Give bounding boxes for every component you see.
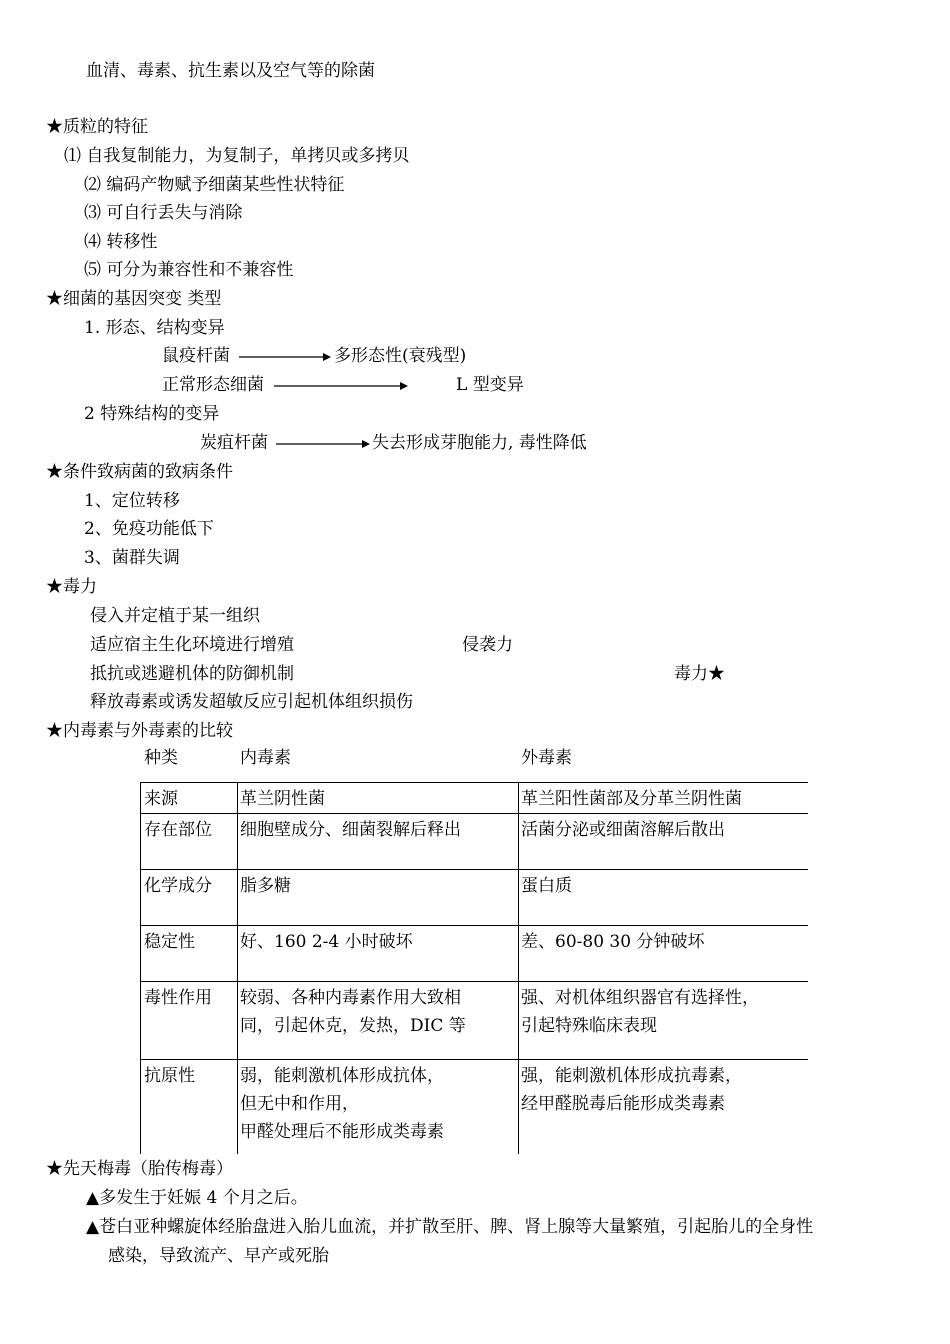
endotoxin-cell-line-1: 弱，能刺激机体形成抗体，	[240, 1066, 444, 1086]
endotoxin-cell: 革兰阴性菌	[240, 789, 325, 809]
mutation-subheading-2: 2 特殊结构的变异	[84, 404, 220, 424]
exotoxin-cell-line-1: 强、对机体组织器官有选择性，	[521, 988, 759, 1008]
table-rule	[140, 782, 808, 783]
exotoxin-cell-line-1: 强，能刺激机体形成抗毒素，	[521, 1066, 742, 1086]
table-border-left	[140, 782, 141, 1154]
header-type: 种类	[144, 748, 178, 768]
exotoxin-cell-line-2: 经甲醛脱毒后能形成类毒素	[521, 1094, 725, 1114]
syphilis-point-1: ▲多发生于妊娠 4 个月之后。	[86, 1188, 308, 1208]
row-label: 化学成分	[144, 876, 212, 896]
row-label: 稳定性	[144, 932, 195, 952]
plasmid-heading: ★质粒的特征	[46, 117, 148, 137]
table-column-divider	[518, 782, 519, 1154]
conditional-heading: ★条件致病菌的致病条件	[46, 462, 233, 482]
endotoxin-cell-line-2: 但无中和作用，	[240, 1094, 359, 1114]
virulence-item-4: 释放毒素或诱发超敏反应引起机体组织损伤	[90, 692, 413, 712]
conditional-item-3: 3、菌群失调	[84, 548, 180, 568]
exotoxin-cell: 活菌分泌或细菌溶解后散出	[521, 820, 725, 840]
virulence-item-1: 侵入并定植于某一组织	[90, 606, 260, 626]
virulence-heading: ★毒力	[46, 577, 97, 597]
exotoxin-cell: 差、60-80 30 分钟破坏	[521, 932, 705, 952]
endotoxin-cell: 好、160 2-4 小时破坏	[240, 932, 413, 952]
exotoxin-cell-line-2: 引起特殊临床表现	[521, 1016, 657, 1036]
table-rule	[140, 981, 808, 982]
intro-line: 血清、毒素、抗生素以及空气等的除菌	[86, 61, 375, 81]
plasmid-item-2: ⑵ 编码产物赋予细菌某些性状特征	[84, 175, 345, 195]
row-label: 来源	[144, 789, 178, 809]
plasmid-item-5: ⑸ 可分为兼容性和不兼容性	[84, 260, 294, 280]
virulence-item-3: 抵抗或逃避机体的防御机制	[90, 664, 294, 684]
toxin-heading: ★内毒素与外毒素的比较	[46, 721, 233, 741]
row-label: 抗原性	[144, 1066, 195, 1086]
virulence-label: 毒力★	[674, 664, 725, 684]
row-label: 存在部位	[144, 820, 212, 840]
conditional-item-1: 1、定位转移	[84, 491, 180, 511]
mutation-example-2-right: L 型变异	[456, 375, 524, 395]
endotoxin-cell-line-1: 较弱、各种内毒素作用大致相	[240, 988, 461, 1008]
plasmid-item-4: ⑷ 转移性	[84, 232, 158, 252]
arrow-right-icon	[237, 348, 333, 364]
table-column-divider	[237, 782, 238, 1154]
endotoxin-cell-line-3: 甲醛处理后不能形成类毒素	[240, 1122, 444, 1142]
table-rule	[140, 869, 808, 870]
table-rule	[140, 925, 808, 926]
table-rule	[140, 1059, 808, 1060]
syphilis-point-2-line-2: 感染，导致流产、早产或死胎	[108, 1246, 329, 1266]
header-endotoxin: 内毒素	[240, 748, 291, 768]
endotoxin-cell: 细胞壁成分、细菌裂解后释出	[240, 820, 461, 840]
invasion-label: 侵袭力	[462, 635, 513, 655]
endotoxin-cell-line-2: 同，引起休克，发热，DIC 等	[240, 1016, 466, 1036]
plasmid-item-1: ⑴ 自我复制能力，为复制子，单拷贝或多拷贝	[64, 146, 410, 166]
conditional-item-2: 2、免疫功能低下	[84, 519, 214, 539]
plasmid-item-3: ⑶ 可自行丢失与消除	[84, 203, 243, 223]
arrow-right-icon	[272, 377, 410, 393]
header-exotoxin: 外毒素	[521, 748, 572, 768]
arrow-right-icon	[274, 435, 372, 451]
mutation-example-2-left: 正常形态细菌	[162, 375, 264, 395]
exotoxin-cell: 蛋白质	[521, 876, 572, 896]
row-label: 毒性作用	[144, 988, 212, 1008]
table-rule	[140, 813, 808, 814]
syphilis-heading: ★先天梅毒（胎传梅毒）	[46, 1159, 233, 1179]
mutation-example-3-right: 失去形成芽胞能力, 毒性降低	[372, 433, 587, 453]
mutation-example-1-left: 鼠疫杆菌	[162, 346, 230, 366]
mutation-example-1-right: 多形态性(衰残型)	[334, 346, 467, 366]
mutation-example-3-left: 炭疽杆菌	[200, 433, 268, 453]
mutation-subheading-1: 1. 形态、结构变异	[84, 318, 225, 338]
mutation-heading: ★细菌的基因突变 类型	[46, 289, 222, 309]
exotoxin-cell: 革兰阳性菌部及分革兰阴性菌	[521, 789, 742, 809]
endotoxin-cell: 脂多糖	[240, 876, 291, 896]
virulence-item-2: 适应宿主生化环境进行增殖	[90, 635, 294, 655]
syphilis-point-2-line-1: ▲苍白亚种螺旋体经胎盘进入胎儿血流，并扩散至肝、脾、肾上腺等大量繁殖，引起胎儿的全身性	[86, 1217, 814, 1237]
